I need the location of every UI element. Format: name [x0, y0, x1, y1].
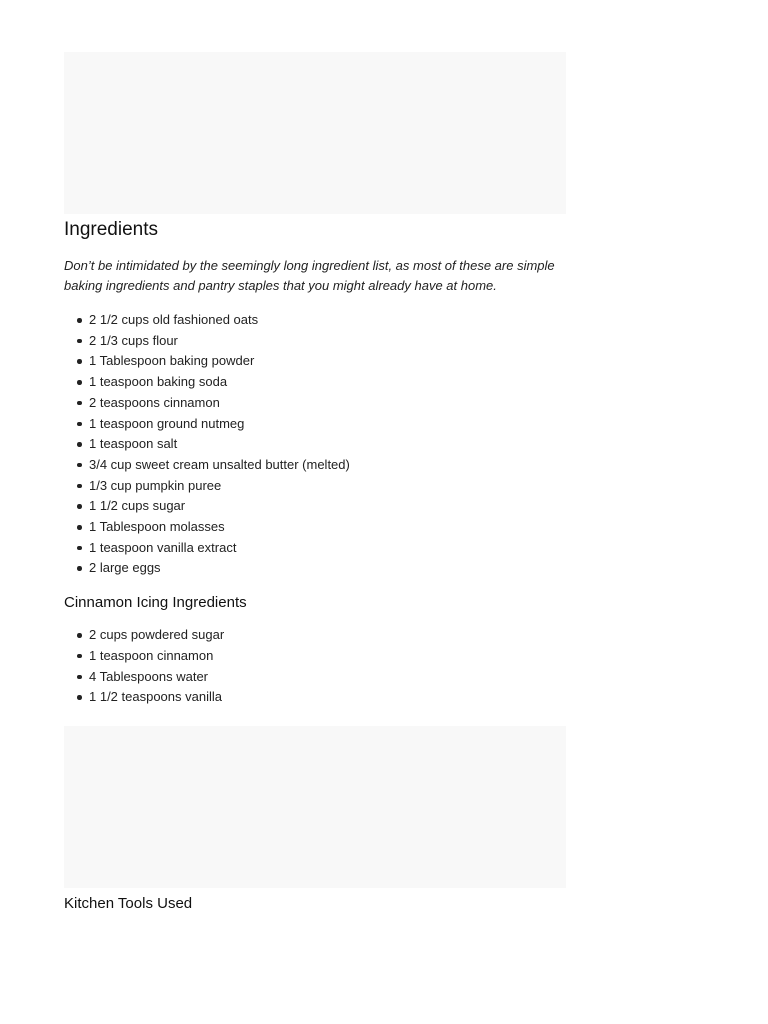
kitchen-tools-heading: Kitchen Tools Used [64, 894, 193, 912]
list-item: 4 Tablespoons water [89, 667, 566, 688]
list-item: 2 large eggs [89, 558, 566, 579]
list-item: 1 teaspoon cinnamon [89, 646, 566, 667]
ingredients-heading: Ingredients [64, 219, 159, 240]
ingredients-intro: Don’t be intimidated by the seemingly long ingredient list, as most of these are simple baking ingredients and pantry staples that you might already have at home. [64, 258, 555, 293]
list-item: 1 teaspoon ground nutmeg [89, 414, 566, 435]
icing-ingredients-list [64, 625, 566, 708]
icing-image-placeholder [64, 726, 566, 888]
ingredients-list [64, 310, 566, 579]
recipe-image-placeholder [64, 52, 566, 214]
list-item: 1 Tablespoon molasses [89, 517, 566, 538]
list-item: 1 teaspoon salt [89, 434, 566, 455]
list-item: 1 Tablespoon baking powder [89, 351, 566, 372]
list-item: 1 1/2 cups sugar [89, 496, 566, 517]
list-item: 2 cups powdered sugar [89, 625, 566, 646]
list-item: 1 teaspoon vanilla extract [89, 538, 566, 559]
list-item: 2 teaspoons cinnamon [89, 393, 566, 414]
list-item: 1 1/2 teaspoons vanilla [89, 687, 566, 708]
article-content [64, 52, 566, 914]
list-item: 2 1/3 cups flour [89, 331, 566, 352]
icing-ingredients-heading: Cinnamon Icing Ingredients [64, 594, 247, 612]
list-item: 3/4 cup sweet cream unsalted butter (melted) [89, 455, 566, 476]
list-item: 1 teaspoon baking soda [89, 372, 566, 393]
list-item: 1/3 cup pumpkin puree [89, 476, 566, 497]
list-item: 2 1/2 cups old fashioned oats [89, 310, 566, 331]
